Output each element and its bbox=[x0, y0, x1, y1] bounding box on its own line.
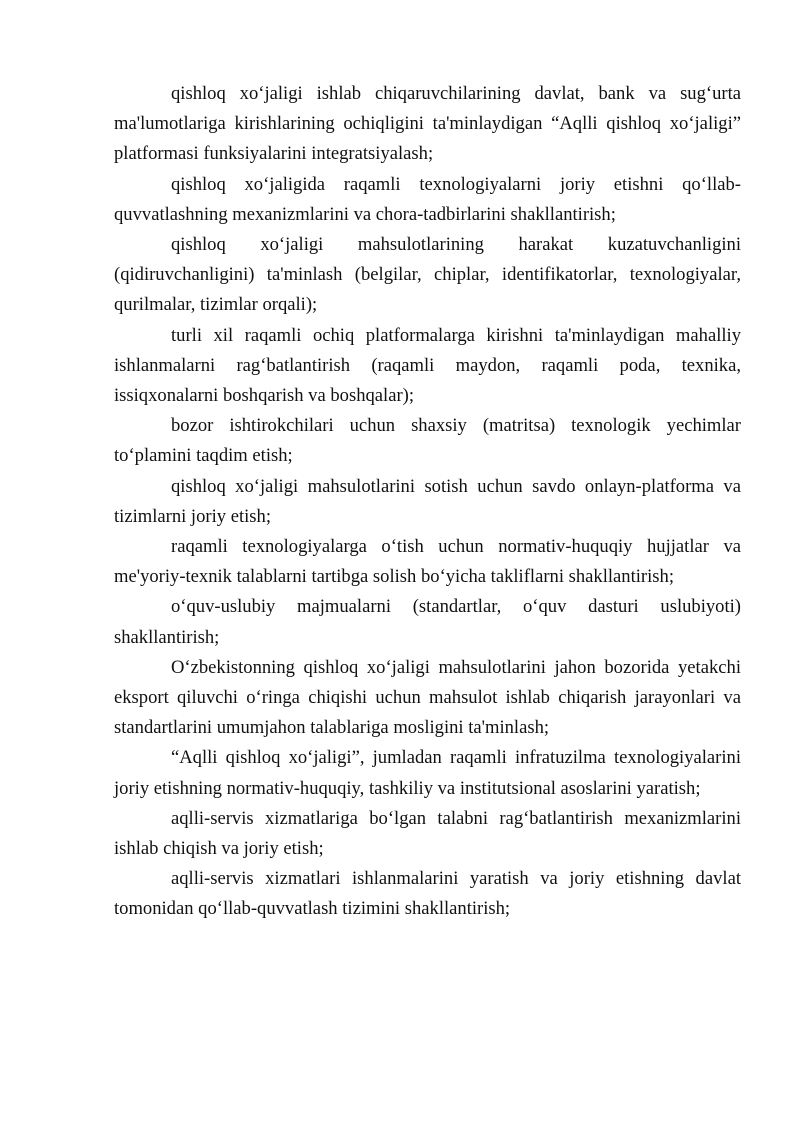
paragraph-matrix-solutions: bozor ishtirokchilari uchun shaxsiy (matritsa) texnologik yechimlar to‘plamini taqdim etish; bbox=[114, 415, 741, 467]
paragraph-online-trading: qishloq xo‘jaligi mahsulotlarini sotish uchun savdo onlayn-platforma va tizimlarni joriy etish; bbox=[114, 475, 741, 527]
paragraph-training-materials: o‘quv-uslubiy majmualarni (standartlar, o‘quv dasturi uslubiyoti) shakllantirish; bbox=[114, 596, 741, 648]
paragraph-regulatory-proposals: raqamli texnologiyalarga o‘tish uchun normativ-huquqiy hujjatlar va me'yoriy-texnik talablarni tartibga solish bo‘yicha takliflarni shakllantirish; bbox=[114, 536, 741, 588]
document-page bbox=[114, 79, 741, 925]
paragraph-platform-integration: qishloq xo‘jaligi ishlab chiqaruvchilarining davlat, bank va sug‘urta ma'lumotlariga kirishlarining ochiqligini ta'minlaydigan “Aqlli qishloq xo‘jaligi” platformasi funksiyalarini integratsiyalash; bbox=[114, 83, 741, 165]
paragraph-digital-support: qishloq xo‘jaligida raqamli texnologiyalarni joriy etishni qo‘llab-quvvatlashning mexanizmlarini va chora-tadbirlarini shakllantirish; bbox=[114, 173, 741, 225]
paragraph-export-standards: O‘zbekistonning qishloq xo‘jaligi mahsulotlarini jahon bozorida yetakchi eksport qiluvchi o‘ringa chiqishi uchun mahsulot ishlab chiqarish jarayonlari va standartlarini umumjahon talablariga mosligini ta'minlash; bbox=[114, 656, 741, 739]
paragraph-smart-service-demand: aqlli-servis xizmatlariga bo‘lgan talabni rag‘batlantirish mexanizmlarini ishlab chiqish va joriy etish; bbox=[114, 807, 741, 860]
paragraph-traceability: qishloq xo‘jaligi mahsulotlarining harakat kuzatuvchanligini (qidiruvchanligini) ta'minlash (belgilar, chiplar, identifikatorlar, texnologiyalar, qurilmalar, tizimlar orqali); bbox=[114, 234, 741, 316]
paragraph-local-developments: turli xil raqamli ochiq platformalarga kirishni ta'minlaydigan mahalliy ishlanmalarni rag‘batlantirish (raqamli maydon, raqamli poda, texnika, issiqxonalarni boshqarish va boshqalar); bbox=[114, 324, 741, 407]
paragraph-smart-service-support: aqlli-servis xizmatlari ishlanmalarini yaratish va joriy etishning davlat tomonidan qo‘llab-quvvatlash tizimini shakllantirish; bbox=[114, 868, 741, 920]
paragraph-smart-agriculture-basis: “Aqlli qishloq xo‘jaligi”, jumladan raqamli infratuzilma texnologiyalarini joriy etishning normativ-huquqiy, tashkiliy va institutsional asoslarini yaratish; bbox=[114, 747, 741, 799]
